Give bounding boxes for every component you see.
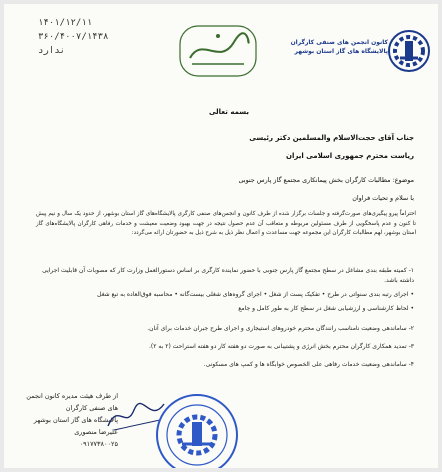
organization-stamp [154,392,240,468]
signatory-name: علیرضا منصوری [74,428,118,436]
signatory-phone: ۰۹۱۷۷۳۸۰۰۲۵ [79,440,118,448]
signature-org: پالایشگاه های گاز استان بوشهر [33,416,118,424]
letter-intro: احتراماً پیرو پیگیری‌های صورت‌گرفته و جلسات برگزار شده از طرف کانون و انجمن‌های صنفی کارگری پالایشگاه‌های گاز استان بوشهر، از حدود یک سال و نیم پیش تا کنون و عدم پاسخگویی از طرف مسئولین مربوطه و متعاقب آن عدم حصول نتیجه در جهت بهبود وضعیت معیشت و خدمات رفاهی کارگران پالایشگاه‌های گاز استان بوشهر، لهم مطالبات کارگران این مجموعه جهت مساعدت و اعمال نظر ذیل به شرح ذیل به حضورتان ارائه می‌گردد: [36,211,416,237]
demand-subitems-1: • اجرای رتبه بندی سنواتی در طرح • تفکیک پست از شغل • اجرای گروه‌های شغلی بیست‌گانه • محاسبه فوق‌العاده به تبع شغل [97,291,414,298]
demand-subitems-2: • لحاظ کارشناسی و ارزشیابی شغل در سطح کار به طور کامل و جامع [238,305,414,312]
letter-greeting: با سلام و تحیات فراوان [352,194,414,202]
letter-page [4,4,438,468]
bismillah-heading: بسمه تعالی [208,108,250,116]
demand-item-3: ۳- تمدید همکاری کارگران محترم بخش انرژی و پشتیبانی به صورت دو هفته کار دو هفته استراحت (۲ به ۲). [149,343,414,350]
demand-item-2: ۲- ساماندهی وضعیت نامناسب رانندگان محترم خودروهای استیجاری و اجرای طرح جبران خدمات برای آنان. [147,325,414,332]
signature-block [18,390,118,450]
attachment-line: ندارد [38,46,66,56]
number-line: ۳۶۰/۴۰۰۷/۱۴۳۸ [38,32,109,42]
demand-item-4: ۴- ساماندهی وضعیت خدمات رفاهی علی الخصوص خوابگاه ها و کمپ های مسکونی. [203,361,414,368]
organization-name: کانون انجمن های صنفی کارگران پالایشگاه های گاز استان بوشهر [290,39,388,55]
organization-logo-icon [386,28,432,74]
calligraphy-seal [172,22,264,82]
demand-item-1: ۱- کمیته طبقه بندی مشاغل در سطح مجتمع گاز پارس جنوبی با حضور نماینده کارگری بر اساس دستورالعمل وزارت کار که مصوبات آن قابلیت اجرایی داشته باشد. [42,267,414,284]
salutation-name: جناب آقای حجت‌الاسلام والمسلمین دکتر رئیسی [249,134,414,142]
letter-meta [38,16,130,58]
letter-subject: موضوع: مطالبات کارگران بخش پیمانکاری مجتمع گاز پارس جنوبی [238,176,414,184]
salutation-title: ریاست محترم جمهوری اسلامی ایران [285,152,414,160]
signature-title: از طرف هیئت مدیره کانون انجمن های صنفی کارگران [26,392,118,412]
date-line: ۱۴۰۱/۱۲/۱۱ [38,18,93,28]
